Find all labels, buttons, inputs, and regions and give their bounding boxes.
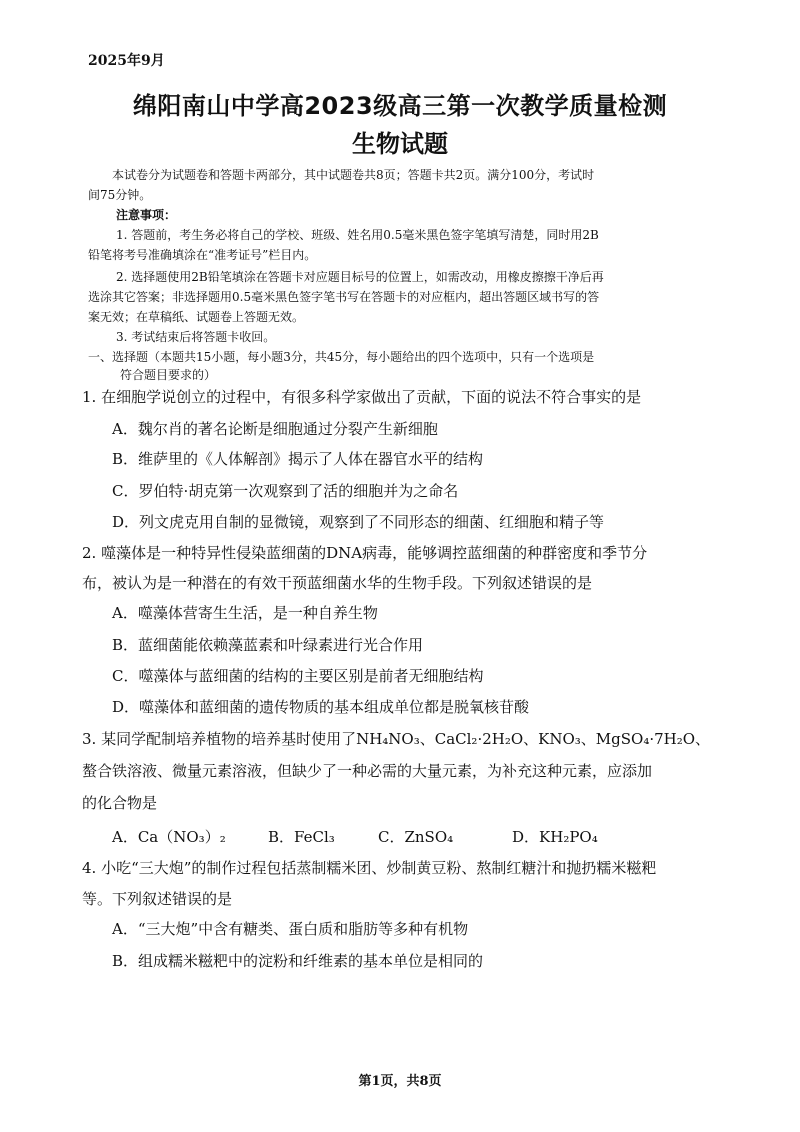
question-3-option-a: A．Ca（NO₃）₂: [112, 828, 226, 846]
note-3: 3. 考试结束后将答题卡收回。: [116, 330, 276, 344]
question-1-option-c: C．罗伯特·胡克第一次观察到了活的细胞并为之命名: [112, 482, 459, 500]
question-4-stem-line-1: 4. 小吃“三大炮”的制作过程包括蒸制糯米团、炒制黄豆粉、熬制红糖汁和抛扔糯米糍粑: [82, 859, 657, 877]
intro-line-1: 本试卷分为试题卷和答题卡两部分，其中试题卷共8页；答题卡共2页。满分100分，考试时: [112, 168, 595, 182]
note-2-line-3: 案无效；在草稿纸、试题卷上答题无效。: [88, 310, 305, 324]
question-3-option-d: D．KH₂PO₄: [512, 828, 598, 846]
intro-line-2: 间75分钟。: [88, 188, 152, 202]
page-footer: 第1页，共8页: [358, 1074, 442, 1089]
question-3-option-b: B．FeCl₃: [268, 828, 335, 846]
question-1-option-b: B．维萨里的《人体解剖》揭示了人体在器官水平的结构: [112, 450, 484, 468]
question-4-option-b: B．组成糯米糍粑中的淀粉和纤维素的基本单位是相同的: [112, 952, 484, 970]
note-2-line-1: 2. 选择题使用2B铅笔填涂在答题卡对应题目标号的位置上，如需改动，用橡皮擦擦干净后再: [116, 270, 604, 284]
question-1-stem: 1. 在细胞学说创立的过程中，有很多科学家做出了贡献，下面的说法不符合事实的是: [82, 388, 642, 406]
exam-subject: 生物试题: [352, 130, 448, 158]
note-1-line-2: 铅笔将考号准确填涂在“准考证号”栏目内。: [88, 248, 317, 262]
question-3-stem-line-3: 的化合物是: [82, 794, 158, 812]
question-4-stem-line-2: 等。下列叙述错误的是: [82, 890, 233, 908]
question-3-stem-line-2: 螯合铁溶液、微量元素溶液，但缺少了一种必需的大量元素，为补充这种元素，应添加: [82, 762, 653, 780]
question-4-option-a: A．“三大炮”中含有糖类、蛋白质和脂肪等多种有机物: [112, 920, 469, 938]
note-2-line-2: 选涂其它答案；非选择题用0.5毫米黑色签字笔书写在答题卡的对应框内，超出答题区域书写的答: [88, 290, 600, 304]
question-2-stem-line-1: 2. 噬藻体是一种特异性侵染蓝细菌的DNA病毒，能够调控蓝细菌的种群密度和季节分: [82, 544, 648, 562]
question-2-option-d: D．噬藻体和蓝细菌的遗传物质的基本组成单位都是脱氧核苷酸: [112, 698, 530, 716]
exam-date: 2025年9月: [88, 53, 165, 69]
question-3-stem-line-1: 3. 某同学配制培养植物的培养基时使用了NH₄NO₃、CaCl₂·2H₂O、KNO₃、MgSO₄·7H₂O、: [82, 730, 711, 748]
section-heading-line-1: 一、选择题（本题共15小题，每小题3分，共45分，每小题给出的四个选项中，只有一个选项是: [88, 350, 595, 364]
question-1-option-d: D．列文虎克用自制的显微镜，观察到了不同形态的细菌、红细胞和精子等: [112, 513, 605, 531]
question-2-option-c: C．噬藻体与蓝细菌的结构的主要区别是前者无细胞结构: [112, 667, 484, 685]
notes-heading: 注意事项：: [116, 208, 177, 222]
question-2-option-a: A．噬藻体营寄生生活，是一种自养生物: [112, 604, 378, 622]
exam-title: 绵阳南山中学高2023级高三第一次教学质量检测: [132, 92, 668, 120]
question-2-stem-line-2: 布，被认为是一种潜在的有效干预蓝细菌水华的生物手段。下列叙述错误的是: [82, 574, 593, 592]
question-3-option-c: C．ZnSO₄: [378, 828, 454, 846]
question-1-option-a: A．魏尔肖的著名论断是细胞通过分裂产生新细胞: [112, 420, 438, 438]
note-1-line-1: 1. 答题前，考生务必将自己的学校、班级、姓名用0.5毫米黑色签字笔填写清楚，同时用2B: [116, 228, 599, 242]
question-2-option-b: B．蓝细菌能依赖藻蓝素和叶绿素进行光合作用: [112, 636, 424, 654]
section-heading-line-2: 符合题目要求的）: [120, 368, 217, 382]
